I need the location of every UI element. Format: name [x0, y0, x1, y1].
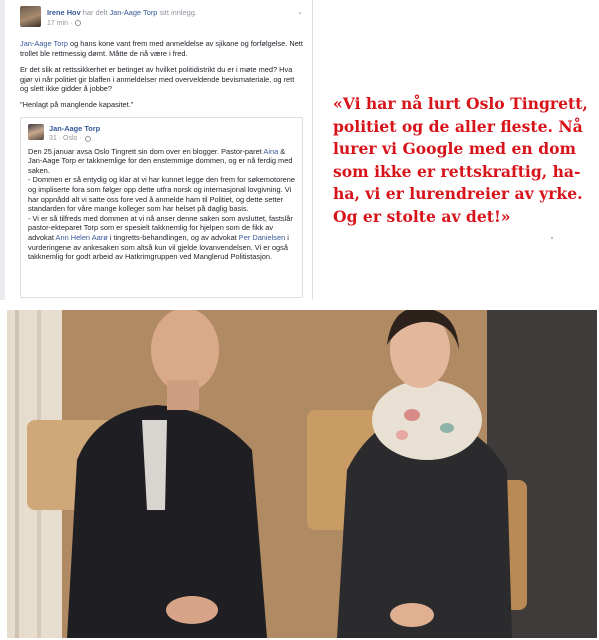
mention-link[interactable]: Ann Helen Aarø	[55, 232, 108, 242]
shared-suffix-text: sitt innlegg.	[159, 8, 197, 17]
quote-line: lurer vi Google med en dom	[333, 139, 576, 159]
shared-post-card[interactable]	[20, 117, 303, 298]
post-text-paragraph: "Henlagt på manglende kapasitet."	[20, 99, 134, 109]
couple-photo	[7, 310, 597, 638]
shared-post-header	[28, 124, 296, 145]
quote-line: politiet og de aller fleste. Nå	[333, 116, 583, 136]
shared-author-link[interactable]: Jan-Aage Torp	[109, 8, 158, 17]
post-text-paragraph	[20, 39, 304, 58]
paragraph-text: - Vi er så tilfreds med dommen at vi nå anser denne saken som avsluttet, fastslår pastor-ekteparet Torp som er spesielt takknemlig for hjelpen som de fikk av advokat Ann Helen Aarø i tingretts-behandlingen, og av advokat Per Danielsen i vurderingene av ankesaken som altså kun vil gjelde lovanvendelsen. Vi er også takknemlig for godt arbeid av Hatkrimgruppen ved Manglerud Politistasjon.	[28, 213, 293, 262]
action-text: har delt	[82, 8, 108, 17]
mention-link[interactable]: Aina	[263, 146, 279, 156]
quote-line: Og er stolte av det!»	[333, 206, 511, 226]
avatar[interactable]	[28, 124, 44, 140]
divider-dot	[551, 237, 553, 239]
post-text-paragraph: Er det slik at rettssikkerhet er betinget av hvilket politidistrikt du er i møte med? Hva gjør vi når politiet gir blaffen i anmeldelser med overveldende bevismateriale, og rett og slett ikke gidder å jobbe?	[20, 65, 295, 94]
facebook-post	[0, 0, 313, 300]
paragraph-text: Den 25.januar avsa Oslo Tingrett sin dom over en blogger. Pastor-paret Aina & Jan-Aage Torp er takknemlige for den enstemmige dommen, og er nå ferdig med saken.	[28, 146, 293, 175]
quote-line: ha, vi er lurendreier av yrke.	[333, 184, 583, 204]
post-options-chevron-icon[interactable]: ⌄	[297, 9, 303, 16]
post-timestamp[interactable]: 17 min ·	[47, 19, 73, 27]
mention-link[interactable]: Jan-Aage Torp	[20, 39, 68, 48]
globe-icon	[85, 136, 91, 142]
shared-post-text	[28, 147, 296, 262]
avatar[interactable]	[20, 6, 41, 27]
photo-illustration	[7, 310, 597, 638]
paragraph-text: og hans kone vant frem med anmeldelse av sjikane og forfølgelse. Nett trollet ble rettmessig dømt. Måtte de nå være i fred.	[20, 39, 303, 58]
scrollbar-track[interactable]	[0, 0, 5, 300]
shared-post-meta[interactable]: 31 · Oslo ·	[49, 135, 82, 143]
quote-line: «Vi har nå lurt Oslo Tingrett,	[333, 94, 588, 113]
quote-line: som ikke er rettskraftig, ha-	[333, 161, 581, 181]
post-header	[20, 6, 304, 36]
paragraph-text: - Dommen er så entydig og klar at vi har kunnet legge den frem for søkemotorene og impliserte fora som følger opp dette utfra norsk og internasjonal lovgivning. Vi har oppnådd alt vi satte oss fore ved å anmelde ham til Politiet, og dette setter standarden for våre mange kolleger som har helset på daglig basis.	[28, 175, 296, 214]
globe-icon	[75, 20, 81, 26]
author-name-link[interactable]: Irene Hov	[47, 8, 81, 17]
post-byline	[47, 8, 197, 18]
shared-author-name-link[interactable]: Jan-Aage Torp	[49, 123, 101, 133]
red-quote	[333, 93, 593, 229]
mention-link[interactable]: Per Danielsen	[238, 232, 286, 242]
